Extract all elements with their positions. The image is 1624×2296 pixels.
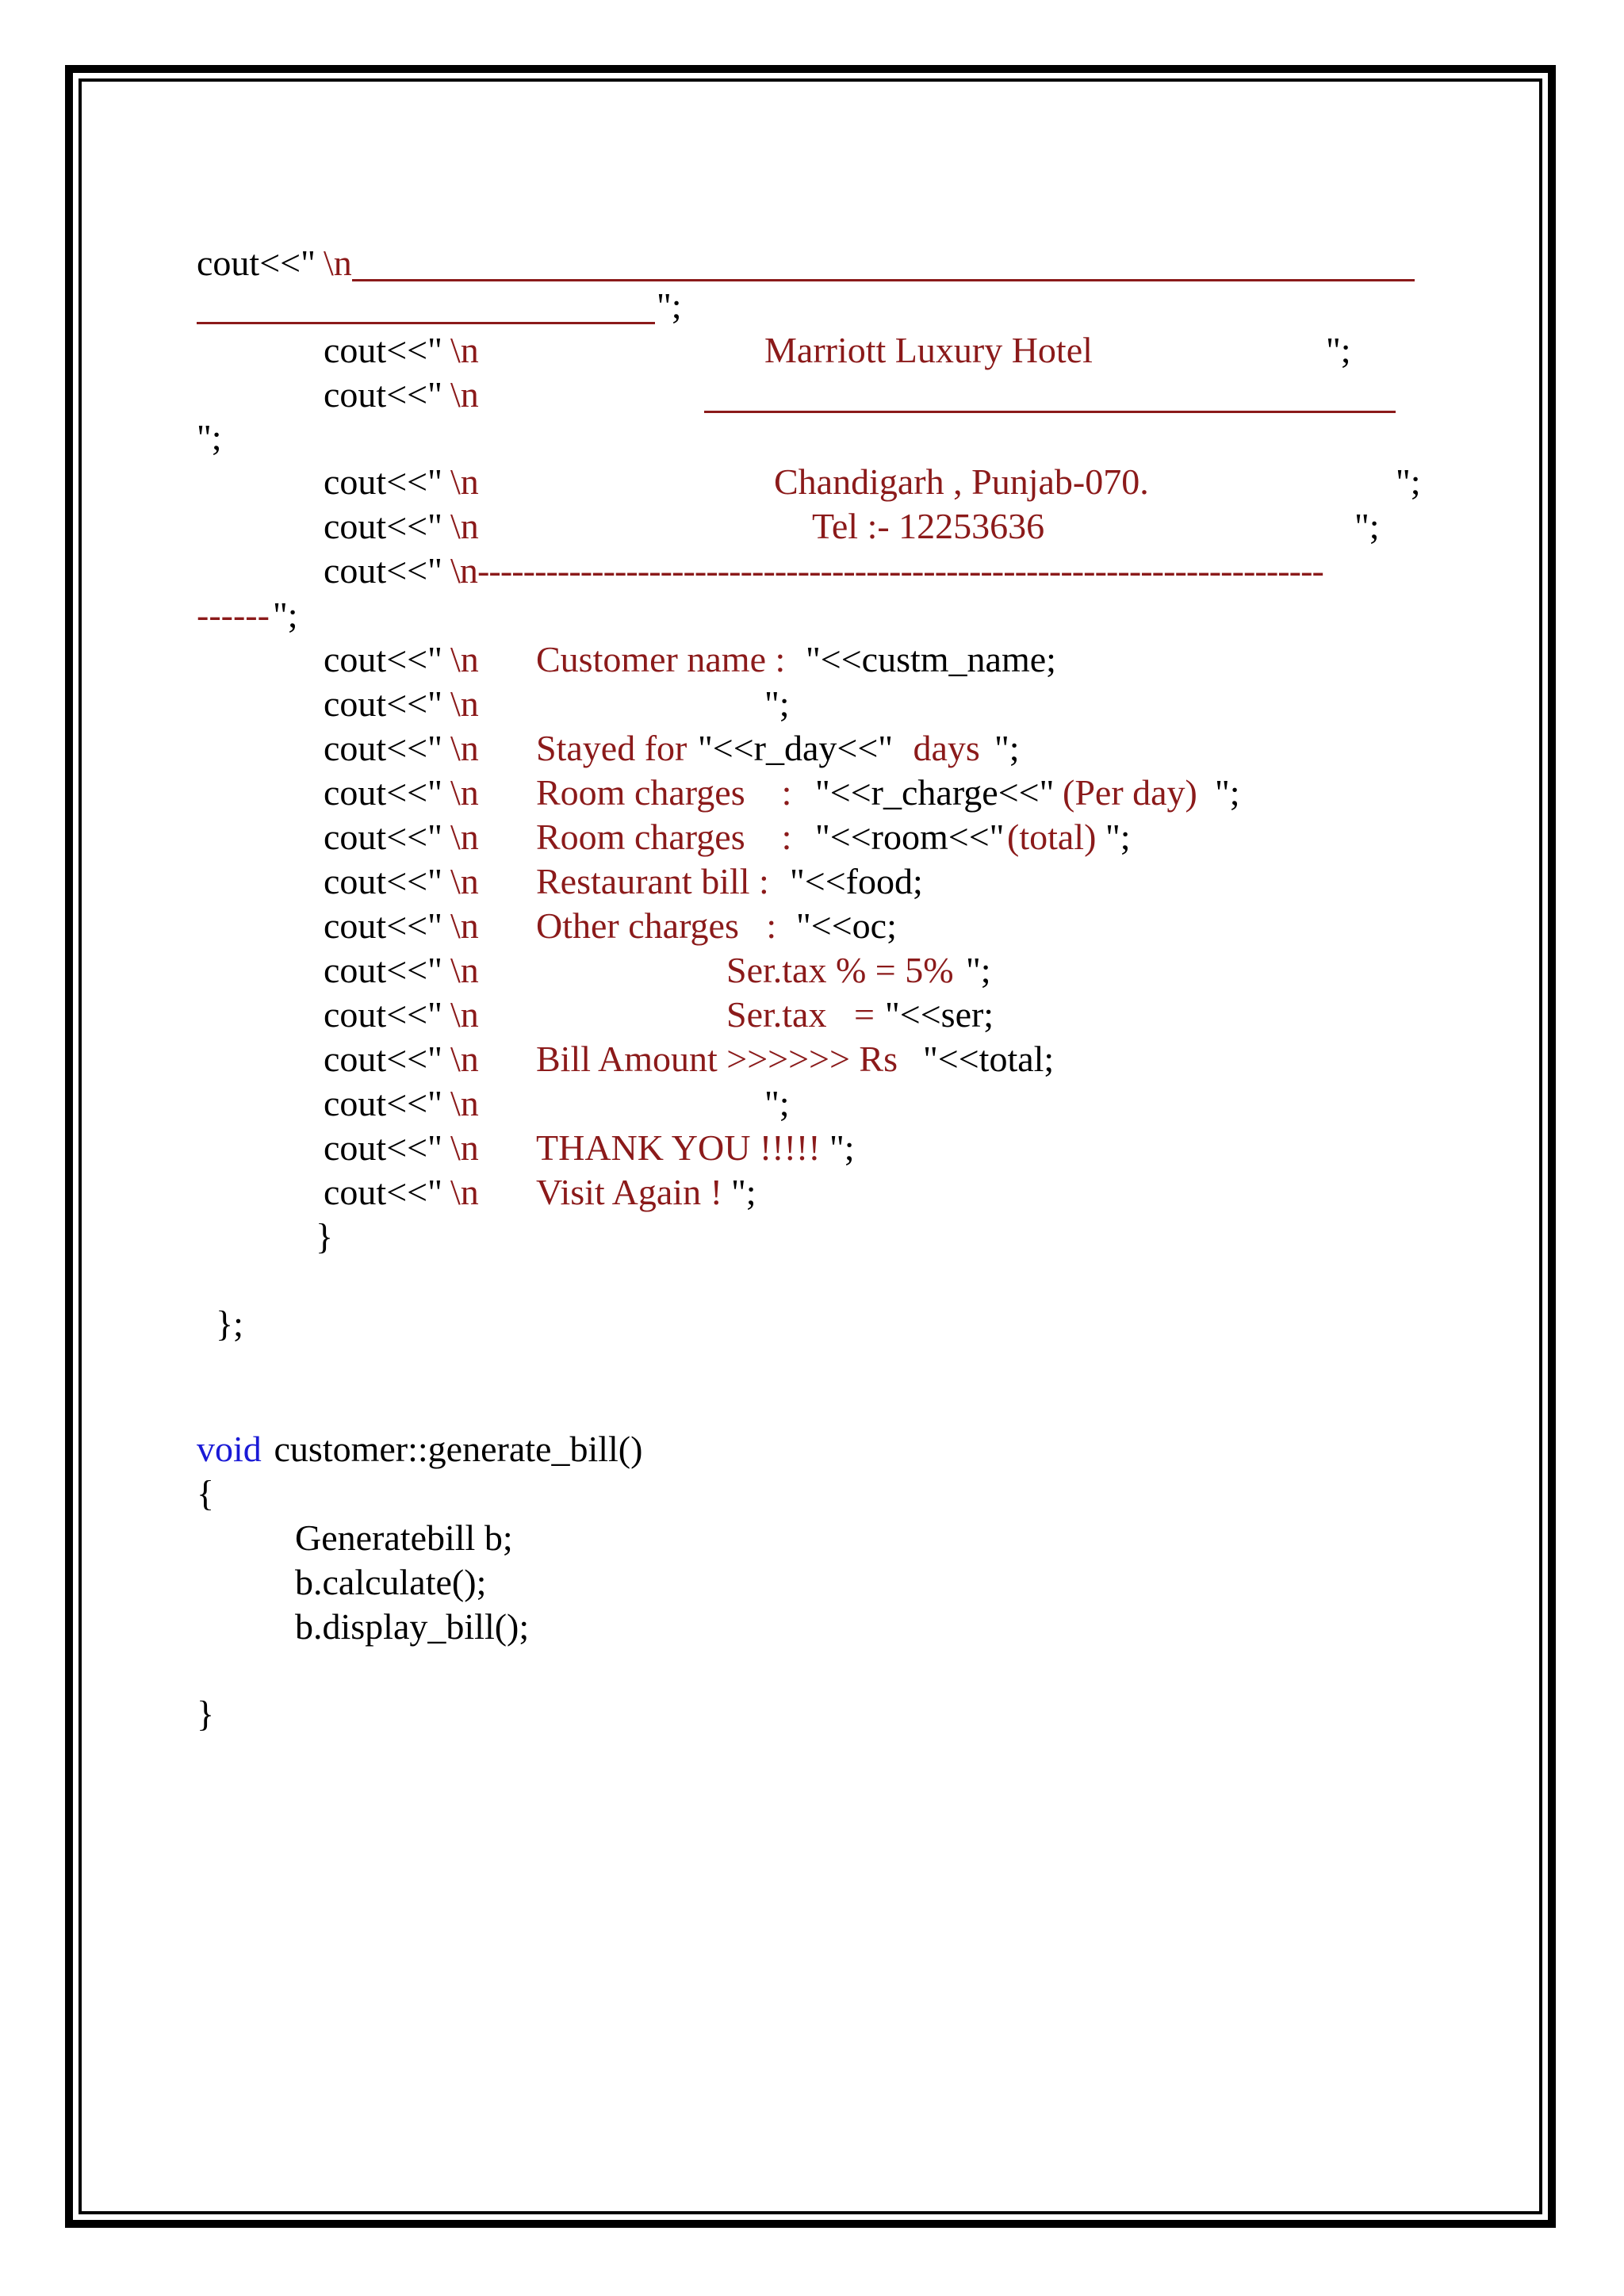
code-string: \n (450, 950, 479, 990)
code-line (197, 414, 1426, 461)
code-token: "<<r_charge<<" (815, 772, 1055, 813)
code-token: cout<<" (324, 950, 442, 990)
code-token: "; (1396, 461, 1421, 502)
code-line (197, 239, 1426, 287)
code-string: \n (450, 861, 479, 901)
code-token: "; (764, 683, 790, 724)
code-token: cout<<" (324, 994, 442, 1035)
code-string: Restaurant bill : (536, 861, 779, 901)
code-token: cout<<" (324, 639, 442, 679)
code-string: Stayed for (536, 728, 696, 768)
code-line (197, 813, 1426, 861)
code-string: Other charges : (536, 905, 786, 946)
code-string: \n (450, 728, 479, 768)
code-token: } (197, 1693, 215, 1734)
code-token: "<<r_day<<" (698, 728, 894, 768)
code-token: cout<<" (324, 461, 442, 502)
code-line (197, 1690, 1426, 1738)
code-line (197, 1559, 1426, 1606)
code-token: "<<custm_name; (806, 639, 1056, 679)
dash-separator-string: ------ (197, 595, 270, 635)
code-token: b.calculate(); (295, 1562, 487, 1602)
code-string: \n (450, 374, 479, 415)
code-token: cout<<" (324, 683, 442, 724)
code-string: \n (450, 506, 479, 546)
code-token: "; (966, 950, 991, 990)
code-line (197, 1603, 1426, 1651)
code-token: cout<<" (324, 861, 442, 901)
code-string: Room charges : (536, 817, 801, 857)
code-line (197, 547, 1426, 595)
code-token: "<<oc; (796, 905, 897, 946)
code-token: cout<<" (197, 243, 316, 283)
code-string: \n (450, 1083, 479, 1123)
telephone-string: Tel :- 12253636 (812, 506, 1045, 546)
code-string: Bill Amount >>>>>> Rs (536, 1039, 907, 1079)
code-string: \n (450, 1172, 479, 1212)
code-string: \n (450, 1039, 479, 1079)
code-token: }; (216, 1303, 243, 1344)
code-token: } (316, 1216, 334, 1257)
code-line (197, 1169, 1426, 1216)
code-token: "<<total; (923, 1039, 1055, 1079)
code-string: Room charges : (536, 772, 801, 813)
hotel-name-string: Marriott Luxury Hotel (764, 330, 1093, 370)
code-string: \n (450, 772, 479, 813)
code-keyword: void (197, 1429, 262, 1469)
code-string: Visit Again ! (536, 1172, 722, 1212)
code-token: cout<<" (324, 772, 442, 813)
code-token: "; (1105, 817, 1131, 857)
code-token: b.display_bill(); (295, 1606, 530, 1647)
code-line (197, 680, 1426, 728)
code-line (197, 769, 1426, 817)
code-string: Customer name : (536, 639, 795, 679)
code-line (197, 991, 1426, 1039)
code-token: "; (1326, 330, 1351, 370)
code-line (197, 1300, 1426, 1348)
code-token: cout<<" (324, 1039, 442, 1079)
code-string: \n (450, 683, 479, 724)
code-line (197, 636, 1426, 683)
code-token: cout<<" (324, 330, 442, 370)
address-string: Chandigarh , Punjab-070. (774, 461, 1149, 502)
code-token: cout<<" (324, 1172, 442, 1212)
code-token: "; (731, 1172, 756, 1212)
code-string: THANK YOU !!!!! (536, 1127, 821, 1168)
code-token: "; (994, 728, 1020, 768)
code-line (197, 1514, 1426, 1562)
code-string: \n (450, 1127, 479, 1168)
code-token: cout<<" (324, 374, 442, 415)
code-token: cout<<" (324, 550, 442, 591)
code-token: { (197, 1473, 215, 1513)
string-underline-rule (352, 279, 1415, 281)
code-token: cout<<" (324, 1127, 442, 1168)
code-token: "; (197, 417, 222, 457)
string-underline-rule (197, 322, 655, 324)
code-string: \n (450, 905, 479, 946)
code-line (197, 1470, 1426, 1517)
code-line (197, 503, 1426, 550)
code-string: days (904, 728, 980, 768)
code-token: cout<<" (324, 905, 442, 946)
code-line (197, 458, 1426, 506)
code-token: "<<food; (790, 861, 923, 901)
code-line (197, 1035, 1426, 1083)
code-token: "; (1354, 506, 1380, 546)
code-token: "; (764, 1083, 790, 1123)
code-string: Ser.tax % = 5% (726, 950, 954, 990)
code-token: "; (829, 1127, 855, 1168)
code-string: \n (450, 994, 479, 1035)
code-string: \n (450, 330, 479, 370)
code-line (197, 1124, 1426, 1172)
code-string: \n (450, 817, 479, 857)
code-token: "; (657, 285, 682, 326)
code-line (197, 1425, 1426, 1473)
code-string: \n (324, 243, 352, 283)
code-token: cout<<" (324, 1083, 442, 1123)
code-token: customer::generate_bill() (265, 1429, 643, 1469)
code-token: cout<<" (324, 506, 442, 546)
code-line (197, 858, 1426, 905)
code-line (197, 1213, 1426, 1261)
code-string: (total) (1007, 817, 1097, 857)
code-line (197, 591, 1426, 639)
code-token: Generatebill b; (295, 1517, 513, 1558)
code-token: "<<room<<" (815, 817, 1005, 857)
code-line (197, 1080, 1426, 1127)
code-string: Ser.tax = (726, 994, 875, 1035)
code-line (197, 327, 1426, 374)
code-token: cout<<" (324, 728, 442, 768)
code-token: cout<<" (324, 817, 442, 857)
code-token: "; (273, 595, 298, 635)
code-string: \n (450, 461, 479, 502)
code-line (197, 282, 1426, 330)
code-line (197, 725, 1426, 772)
code-line (197, 902, 1426, 950)
code-token: "<<ser; (885, 994, 994, 1035)
string-underline-rule (704, 411, 1396, 413)
dash-separator-string: \n-------------------------------------------------------------------------- (450, 550, 1323, 591)
code-token: "; (1215, 772, 1240, 813)
code-line (197, 371, 1426, 419)
code-string: \n (450, 639, 479, 679)
code-line (197, 947, 1426, 994)
code-string: (Per day) (1063, 772, 1197, 813)
